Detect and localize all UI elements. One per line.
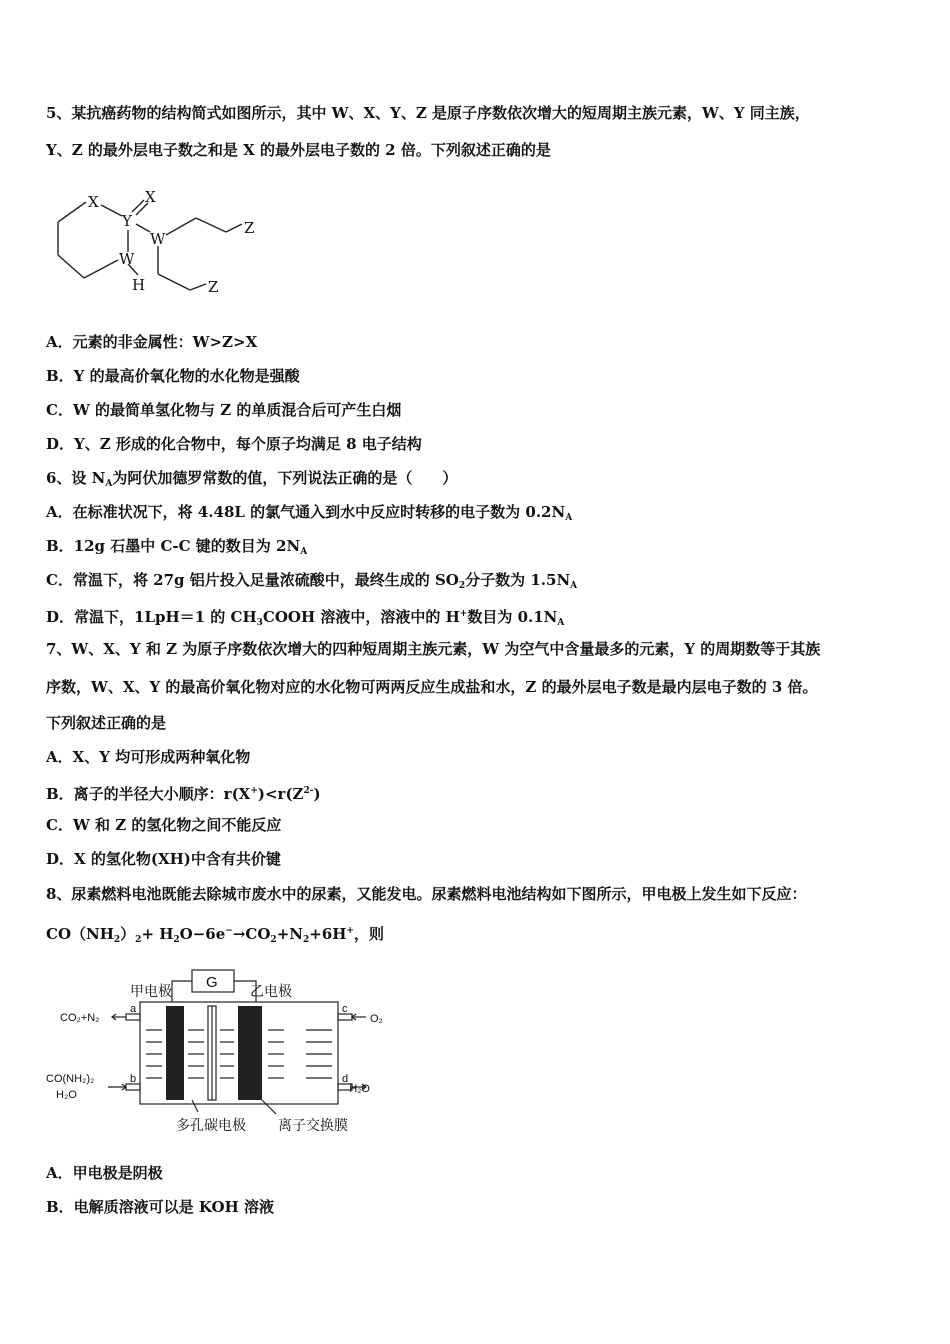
q7-option-b: B．离子的半径大小顺序：$r(X^+)<r(Z^{2-})$ [46, 785, 321, 803]
struct-y: Y [122, 212, 132, 230]
q7-option-a: A．X、Y 均可形成两种氧化物 [46, 748, 251, 766]
q7-stem-line-2: 序数，W、X、Y 的最高价氧化物对应的水化物可两两反应生成盐和水，Z 的最外层电子数是最内层电子数的 3 倍。 [46, 678, 818, 696]
struct-w-ring: W [119, 250, 135, 268]
port-a-label: a [130, 1003, 137, 1015]
port-c-label: c [342, 1003, 348, 1015]
inlet-c-label: O₂ [370, 1013, 383, 1025]
struct-z-bottom: Z [208, 278, 219, 296]
membrane-label: 离子交换膜 [278, 1117, 348, 1133]
q5-option-d: D．Y、Z 形成的化合物中，每个原子均满足 8 电子结构 [46, 435, 422, 453]
right-electrode-label: 乙电极 [250, 983, 292, 999]
struct-x-double: X [145, 188, 156, 206]
q8-equation: $CO(NH_2)_2+ H_2O-6e^-\to CO_2+N_2+6H^+$，则 [46, 925, 384, 945]
q5-option-a: A．元素的非金属性：W>Z>X [46, 333, 258, 351]
q6-option-c: C．常温下，将 27g 铝片投入足量浓硫酸中，最终生成的 $SO_2$分子数为 $1.5N_A$ [46, 571, 578, 591]
right-electrode [238, 1006, 262, 1100]
q6-option-d: D．常温下，1LpH＝1 的 $CH_3COOH$ 溶液中，溶液中的 H+数目为 $0.1N_A$ [46, 608, 565, 628]
q8-fuel-cell-diagram [44, 962, 383, 1142]
q8-stem-line-1: 8、尿素燃料电池既能去除城市废水中的尿素，又能发电。尿素燃料电池结构如下图所示，甲电极上发生如下反应： [46, 885, 807, 903]
outlet-d-label: H₂O [349, 1083, 370, 1095]
carbon-electrode-label: 多孔碳电极 [176, 1117, 246, 1133]
q7-stem-line-3: 下列叙述正确的是 [46, 714, 167, 732]
q5-stem-line-1: 5、某抗癌药物的结构简式如图所示，其中 W、X、Y、Z 是原子序数依次增大的短周期主族元素，W、Y 同主族， [46, 104, 810, 122]
q5-structure-diagram [46, 180, 276, 300]
q6-stem: 6、设 $N_A$为阿伏加德罗常数的值，下列说法正确的是（ ） [46, 469, 458, 489]
q5-stem-line-2: Y、Z 的最外层电子数之和是 X 的最外层电子数的 2 倍。下列叙述正确的是 [46, 141, 551, 159]
q5-option-c: C．W 的最简单氢化物与 Z 的单质混合后可产生白烟 [46, 401, 402, 419]
q8-option-a: A．甲电极是阴极 [46, 1164, 163, 1182]
galvanometer-label: G [206, 974, 218, 991]
struct-h: H [132, 276, 146, 294]
q7-option-c: C．W 和 Z 的氢化物之间不能反应 [46, 816, 282, 834]
struct-x-ring: X [88, 193, 99, 211]
q7-option-d: D．X 的氢化物(XH)中含有共价键 [46, 850, 281, 868]
q6-option-b: B．12g 石墨中 C-C 键的数目为 $2N_A$ [46, 537, 308, 557]
struct-w-chain: W [150, 230, 166, 248]
q7-stem-line-1: 7、W、X、Y 和 Z 为原子序数依次增大的四种短周期主族元素，W 为空气中含量最多的元素，Y 的周期数等于其族 [46, 640, 821, 658]
q6-option-a: A．在标准状况下，将 4.48L 的氯气通入到水中反应时转移的电子数为 $0.2N_A$ [46, 503, 573, 523]
left-electrode-label: 甲电极 [130, 983, 172, 999]
q8-option-b: B．电解质溶液可以是 KOH 溶液 [46, 1198, 274, 1216]
struct-z-top: Z [244, 219, 255, 237]
outlet-a-label: CO₂+N₂ [60, 1012, 100, 1024]
left-electrode [166, 1006, 184, 1100]
q5-option-b: B．Y 的最高价氧化物的水化物是强酸 [46, 367, 300, 385]
port-d-label: d [342, 1073, 349, 1085]
port-b-label: b [130, 1073, 137, 1085]
inlet-b-label-1: CO(NH₂)₂ [46, 1073, 95, 1085]
inlet-b-label-2: H₂O [56, 1089, 77, 1101]
